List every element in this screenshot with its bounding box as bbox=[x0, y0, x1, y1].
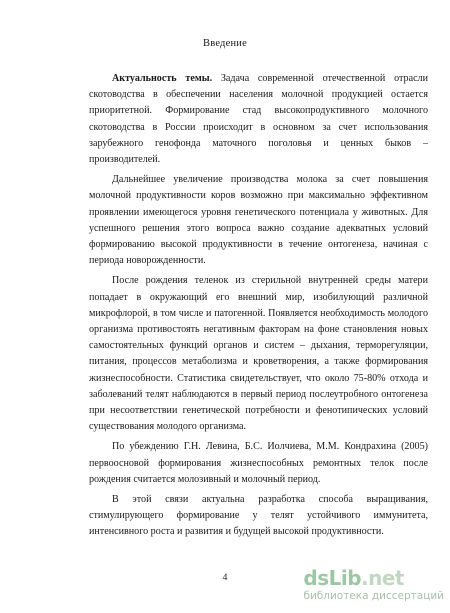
dslib-logo-main: dsLib bbox=[303, 566, 362, 590]
paragraph-relevance bbox=[89, 71, 428, 168]
paragraph-calf-birth: После рождения теленок из стерильной внутренней среды матери попадает в окружающий его внешний мир, изобилующий различной микрофлорой, в том числе и патогенной. Появляется необходимость молодого организма противостоять негативным факторам на фоне становления новых самостоятельных функций органов и систем – дыхания, терморегуляции, питания, процессов метаболизма и кроветворения, а также формирования жизнеспособности. Статистика свидетельствует, что около 75-80% отхода и заболеваний телят наблюдаются в первый период послеутробного онтогенеза при несоответствии генетической потребности и фенотипических условий существования молодого организма. bbox=[89, 275, 428, 433]
relevance-lead: Актуальность темы. bbox=[112, 73, 213, 84]
section-heading: Введение bbox=[203, 38, 247, 49]
dslib-logo-suffix: .net bbox=[361, 566, 404, 590]
paragraph-milk-production: Дальнейшее увеличение производства молока за счет повышения молочной продуктивности коров возможно при максимально эффективном проявлении имеющегося уровня генетического потенциала у животных. Для успешного решения этого вопроса важно создание адекватных условий формированию высокой продуктивности в течение онтогенеза, начиная с периода новорожденности. bbox=[89, 174, 428, 267]
relevance-text: Задача современной отечественной отрасли скотоводства в обеспечении населения молочной продукцией остается приоритетной. Формирование стад высокопродуктивного молочного скотоводства в России происходит в основном за счет использования зарубежного генофонда маточного поголовья и ценных быков – производителей. bbox=[89, 73, 428, 166]
dslib-subtitle: библиотека диссертаций bbox=[303, 590, 444, 602]
paragraph-conclusion: В этой связи актуальна разработка способа выращивания, стимулирующего формирование у телят устойчивого иммунитета, интенсивного роста и развития и будущей высокой продуктивности. bbox=[89, 494, 428, 538]
page-number: 4 bbox=[222, 573, 228, 583]
paragraph-levin-citation: По убеждению Г.Н. Левина, Б.С. Иолчиева, М.М. Кондрахина (2005) первоосновой формирования жизнеспособных ремонтных телок после рождения считается молозивный и молочный период. bbox=[89, 441, 428, 485]
dslib-logo bbox=[303, 566, 404, 590]
dslib-watermark bbox=[286, 566, 446, 606]
document-body bbox=[89, 71, 428, 541]
